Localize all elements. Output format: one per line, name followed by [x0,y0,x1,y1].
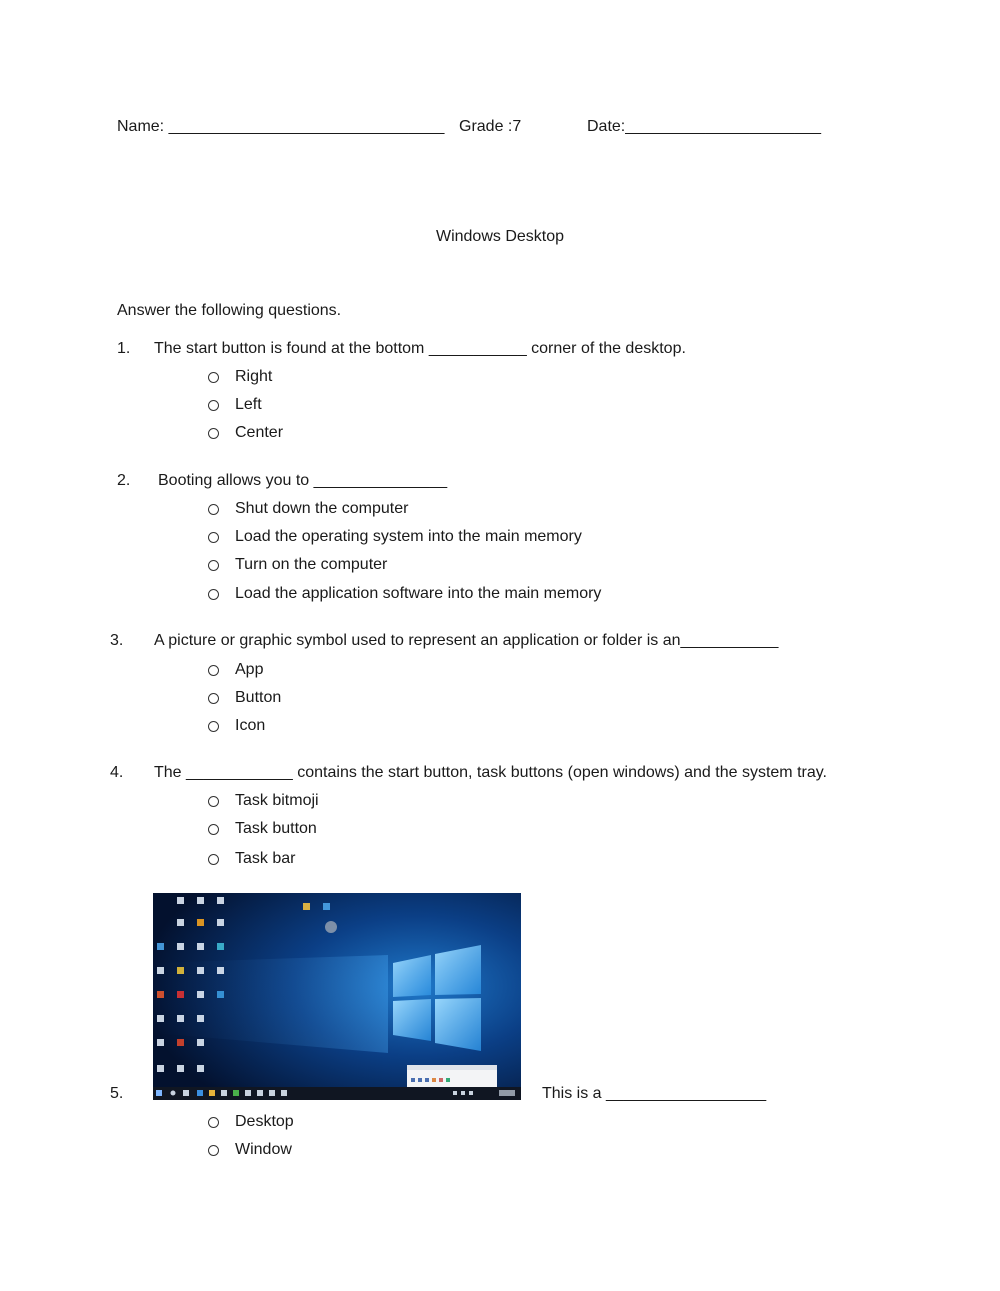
radio-bullet-icon[interactable] [208,693,219,704]
question-number: 1. [117,340,131,357]
name-field-label: Name: _______________________________ [117,118,445,135]
radio-bullet-icon[interactable] [208,1145,219,1156]
question-text: The start button is found at the bottom ___________ corner of the desktop. [154,340,686,357]
option-label: Load the operating system into the main memory [235,528,582,545]
option-label: Load the application software into the main memory [235,585,602,602]
option-label: Task button [235,820,317,837]
option-label: Center [235,424,284,441]
radio-bullet-icon[interactable] [208,589,219,600]
radio-bullet-icon[interactable] [208,796,219,807]
question-text: The ____________ contains the start button, task buttons (open windows) and the system tray. [154,764,827,781]
option-label: Desktop [235,1113,294,1130]
radio-bullet-icon[interactable] [208,372,219,383]
radio-bullet-icon[interactable] [208,824,219,835]
option-label: Icon [235,717,266,734]
option-label: Shut down the computer [235,500,409,517]
question-text: A picture or graphic symbol used to represent an application or folder is an___________ [154,632,779,649]
option-label: App [235,661,264,678]
option-label: Right [235,368,273,385]
radio-bullet-icon[interactable] [208,854,219,865]
radio-bullet-icon[interactable] [208,400,219,411]
question-number: 3. [110,632,124,649]
radio-bullet-icon[interactable] [208,721,219,732]
option-label: Button [235,689,282,706]
windows-10-desktop-screenshot-icon [153,893,521,1100]
radio-bullet-icon[interactable] [208,665,219,676]
option-label: Left [235,396,262,413]
radio-bullet-icon[interactable] [208,532,219,543]
grade-label: Grade :7 [459,118,522,135]
radio-bullet-icon[interactable] [208,560,219,571]
radio-bullet-icon[interactable] [208,1117,219,1128]
worksheet-title: Windows Desktop [435,228,565,245]
question-number: 5. [110,1085,124,1102]
date-field-label: Date:______________________ [587,118,822,135]
question-text: This is a __________________ [542,1085,767,1102]
option-label: Task bar [235,850,296,867]
radio-bullet-icon[interactable] [208,428,219,439]
option-label: Turn on the computer [235,556,388,573]
radio-bullet-icon[interactable] [208,504,219,515]
instruction-text: Answer the following questions. [117,302,342,319]
option-label: Task bitmoji [235,792,319,809]
question-number: 4. [110,764,124,781]
question-number: 2. [117,472,131,489]
question-text: Booting allows you to _______________ [158,472,448,489]
option-label: Window [235,1141,292,1158]
